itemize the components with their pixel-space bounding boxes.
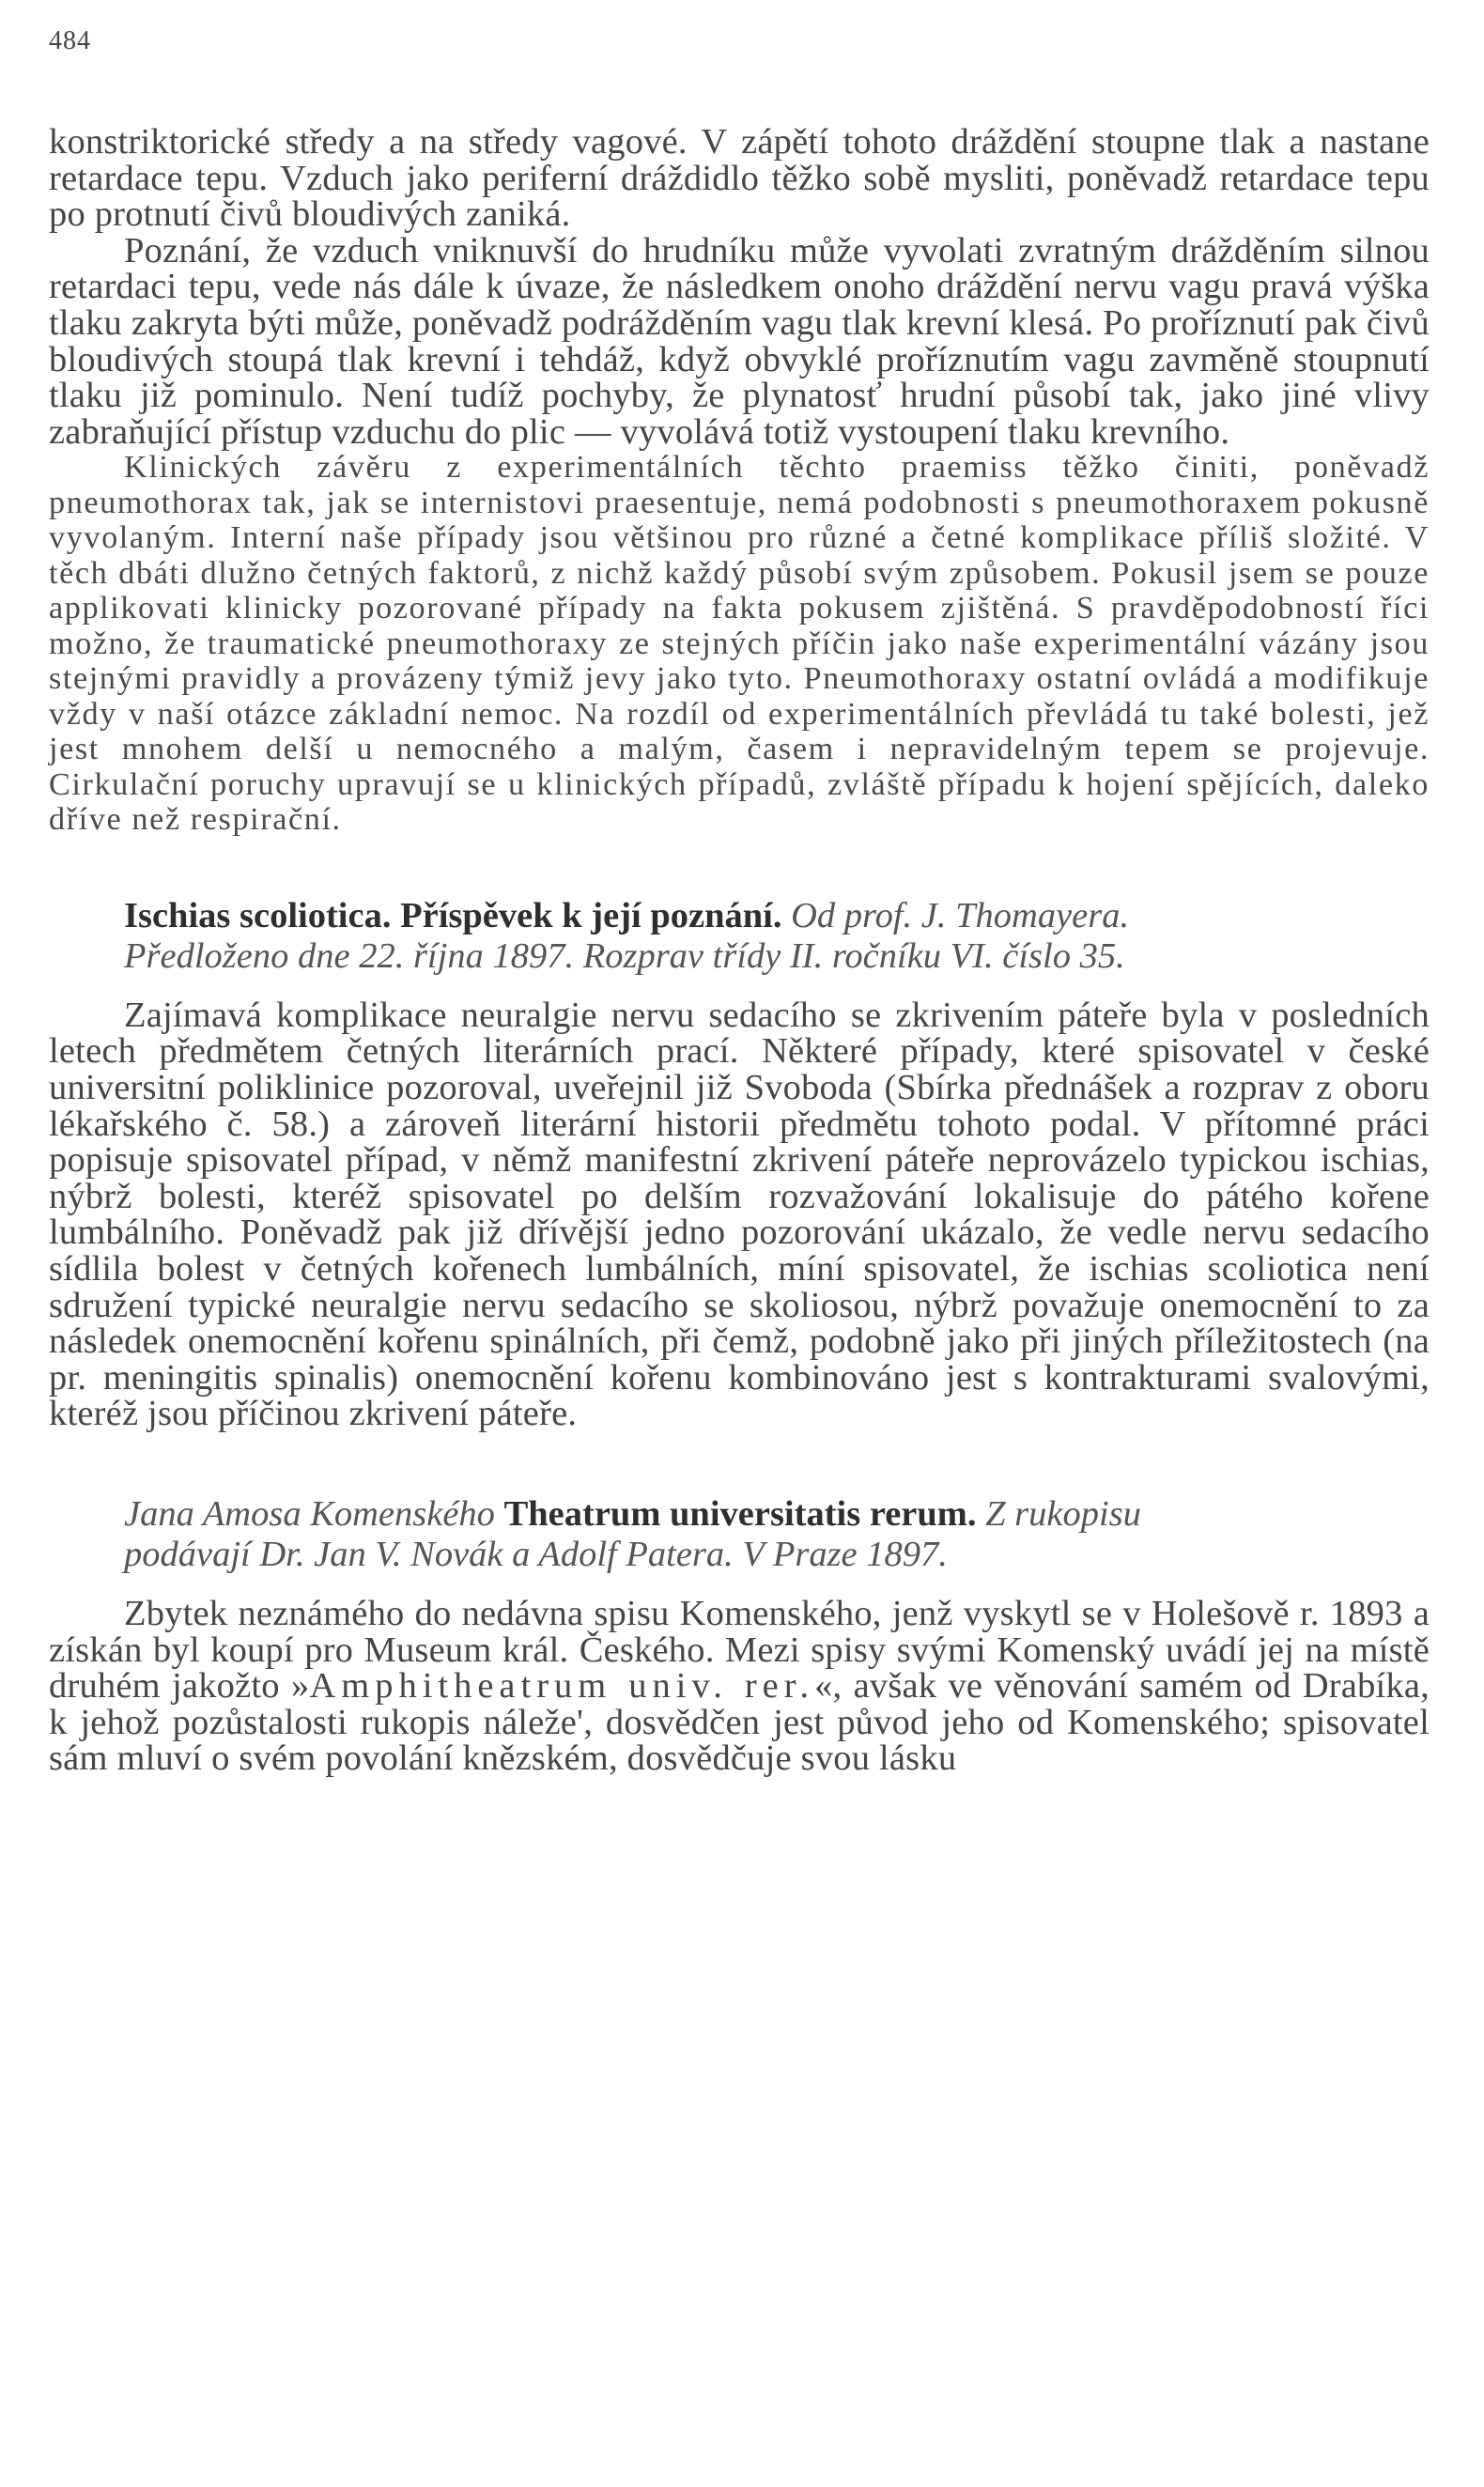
paragraph-theatrum-end: «, avšak ve věnování samém od Drabíka, k jehož pozůstalosti rukopis náleže', dosvědčen jest původ jeho od Komenského; spisovatel sám mluví o svém povolání knězském, dosvědčuje svou lásku [49, 1666, 1430, 1779]
paragraph-poznani: Poznání, že vzduch vniknuvší do hrudníku může vyvolati zvratným drážděním silnou retardaci tepu, vede nás dále k úvaze, že následkem onoho dráždění nervu vagu pravá výška tlaku zakryta býti může, poněvadž podrážděním vagu tlak krevní klesá. Po proříznutí pak čivů bloudivých stoupá tlak krevní i tehdáž, když obvyklé proříznutím vagu zavměně stoupnutí tlaku již pominulo. Není tudíž pochyby, že plynatosť hrudní působí tak, jako jiné vlivy zabraňující přístup vzduchu do plic — vyvolává totiž vystoupení tlaku krevního. [49, 230, 1430, 452]
article-title-ischias: Ischias scoliotica. Příspěvek k její poznání. [124, 895, 782, 935]
page-number: 484 [49, 26, 91, 55]
article-reference-ischias: Předloženo dne 22. října 1897. Rozprav třídy II. ročníku VI. číslo 35. [124, 935, 1125, 976]
article-title-theatrum: Theatrum universitatis rerum. [503, 1493, 977, 1534]
article-author-ischias: Od prof. J. Thomayera. [791, 895, 1130, 935]
article-heading-theatrum [49, 1494, 1430, 1575]
paragraph-ischias: Zajímavá komplikace neuralgie nervu sedacího se zkrivením páteře byla v posledních letech předmětem četných literárních prací. Některé případy, které spisovatel v české universitní poliklinice pozoroval, uveřejnil již Svoboda (Sbírka přednášek a rozprav z oboru lékařského č. 58.) a zároveň literární historii předmětu tohoto podal. V přítomné práci popisuje spisovatel případ, v němž manifestní zkrivení páteře neprovázelo typickou ischias, nýbrž bolesti, kteréž spisovatel po delším rozvažování lokalisuje do pátého kořene lumbálního. Poněvadž pak již dřívější jedno pozorování ukázalo, že vedle nervu sedacího sídlila bolest v četných kořenech lumbálních, míní spisovatel, že ischias scoliotica není sdružení typické neuralgie nervu sedacího se skoliosou, nýbrž považuje onemocnění to za následek onemocnění kořenu spinálních, při čemž, podobně jako při jiných příležitostech (na pr. meningitis spinalis) onemocnění kořenu kombinováno jest s kontrakturami svalovými, kteréž jsou příčinou zkrivení páteře. [49, 995, 1430, 1434]
article-source-theatrum: Z rukopisu [985, 1493, 1141, 1534]
paragraph-theatrum-start: Zbytek neznámého do nedávna spisu Komenského, jenž vyskytl se v Holešově r. 1893 a získán byl koupí pro Museum král. Českého. Mezi spisy svými Komenský uvádí jej na místě druhém jakožto » [49, 1593, 1430, 1707]
article-heading-ischias [49, 896, 1430, 977]
paragraph-theatrum [49, 1593, 1430, 1779]
text-column [49, 124, 1430, 1777]
article-editors-theatrum: podávají Dr. Jan V. Novák a Adolf Patera. V Praze 1897. [124, 1534, 948, 1574]
paragraph-theatrum-spaced: Amphitheatrum univ. rer. [309, 1666, 815, 1707]
intro-paragraph: konstriktorické středy a na středy vagové. V zápětí tohoto dráždění stoupne tlak a nastane retardace tepu. Vzduch jako periferní dráždidlo těžko sobě mysliti, poněvadž retardace tepu po protnutí čivů bloudivých zaniká. [49, 122, 1430, 235]
paragraph-klinickych: Klinických závěru z experimentálních těchto praemiss těžko činiti, poněvadž pneumothorax tak, jak se internistovi praesentuje, nemá podobnosti s pneumothoraxem pokusně vyvolaným. Interní naše případy jsou většinou pro různé a četné komplikace příliš složité. V těch dbáti dlužno četných faktorů, z nichž každý působí svým způsobem. Pokusil jsem se pouze applikovati klinicky pozorované případy na fakta pokusem zjištěná. S pravděpodobností říci možno, že traumatické pneumothoraxy ze stejných příčin jako naše experimentální vázány jsou stejnými pravidly a provázeny týmiž jevy jako tyto. Pneumothoraxy ostatní ovládá a modifikuje vždy v naší otázce základní nemoc. Na rozdíl od experimentálních převládá tu také bolesti, jež jest mnohem delší u nemocného a malým, časem i nepravidelným tepem se projevuje. Cirkulační poruchy upravují se u klinických případů, zvláště případu k hojení spějících, daleko dříve než respirační. [49, 450, 1430, 838]
article-author-komensky: Jana Amosa Komenského [124, 1493, 495, 1534]
